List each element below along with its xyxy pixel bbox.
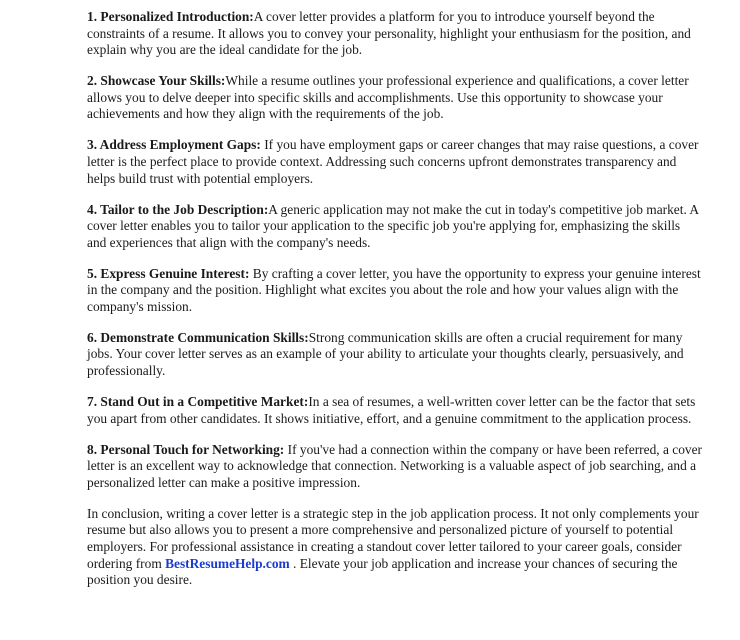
item-body: While a resume outlines your professional experience and qualifications, a cover letter allows you to delve deeper into specific skills and accomplishments. Use this opportunity to showcase your achievements and how they align with the requirements of the job. [87, 73, 689, 122]
bestresumehelp-link[interactable]: BestResumeHelp.com [165, 555, 290, 571]
item-heading: 2. Showcase Your Skills: [87, 73, 226, 89]
conclusion-text-end: . Elevate your job application and increase your chances of securing the position you desire. [87, 555, 678, 588]
item-body: If you have employment gaps or career changes that may raise questions, a cover letter is the perfect place to provide context. Addressing such concerns upfront demonstrates transparency and helps build trust with potential employers. [87, 137, 699, 186]
item-body: A generic application may not make the cut in today's competitive job market. A cover letter enables you to tailor your application to the specific job you're applying for, emphasizing the skills and experiences that align with the company's needs. [87, 201, 699, 250]
item-body: By crafting a cover letter, you have the opportunity to express your genuine interest in the company and the position. Highlight what excites you about the role and how your values align with the company's mission. [87, 265, 701, 314]
item-heading: 8. Personal Touch for Networking: [87, 441, 285, 457]
item-heading: 3. Address Employment Gaps: [87, 137, 261, 153]
list-item [87, 9, 702, 59]
list-item [87, 330, 702, 380]
list-item [87, 73, 702, 123]
conclusion-text: In conclusion, writing a cover letter is a strategic step in the job application process. It not only complements your resume but also allows you to present a more comprehensive and personalized picture of yourself to potential employers. For professional assistance in creating a standout cover letter tailored to your career goals, consider ordering from [87, 505, 699, 571]
conclusion-paragraph [87, 506, 702, 589]
list-item [87, 137, 702, 187]
list-item [87, 442, 702, 492]
document-page [87, 9, 702, 589]
item-heading: 5. Express Genuine Interest: [87, 265, 250, 281]
item-body: If you've had a connection within the company or have been referred, a cover letter is an excellent way to acknowledge that connection. Networking is a valuable aspect of job searching, and a personalized letter can make a positive impression. [87, 441, 702, 490]
item-heading: 1. Personalized Introduction: [87, 9, 254, 24]
item-heading: 6. Demonstrate Communication Skills: [87, 329, 309, 345]
list-item [87, 202, 702, 252]
item-body: Strong communication skills are often a crucial requirement for many jobs. Your cover letter serves as an example of your ability to articulate your thoughts clearly, persuasively, and professionally. [87, 329, 684, 379]
item-body: A cover letter provides a platform for you to introduce yourself beyond the constraints of a resume. It allows you to convey your personality, highlight your enthusiasm for the position, and explain why you are the ideal candidate for the job. [87, 9, 691, 58]
item-heading: 7. Stand Out in a Competitive Market: [87, 394, 309, 410]
item-heading: 4. Tailor to the Job Description: [87, 201, 269, 217]
list-item [87, 394, 702, 427]
item-body: In a sea of resumes, a well-written cover letter can be the factor that sets you apart from other candidates. It shows initiative, effort, and a genuine commitment to the application process. [87, 394, 696, 426]
list-item [87, 266, 702, 316]
